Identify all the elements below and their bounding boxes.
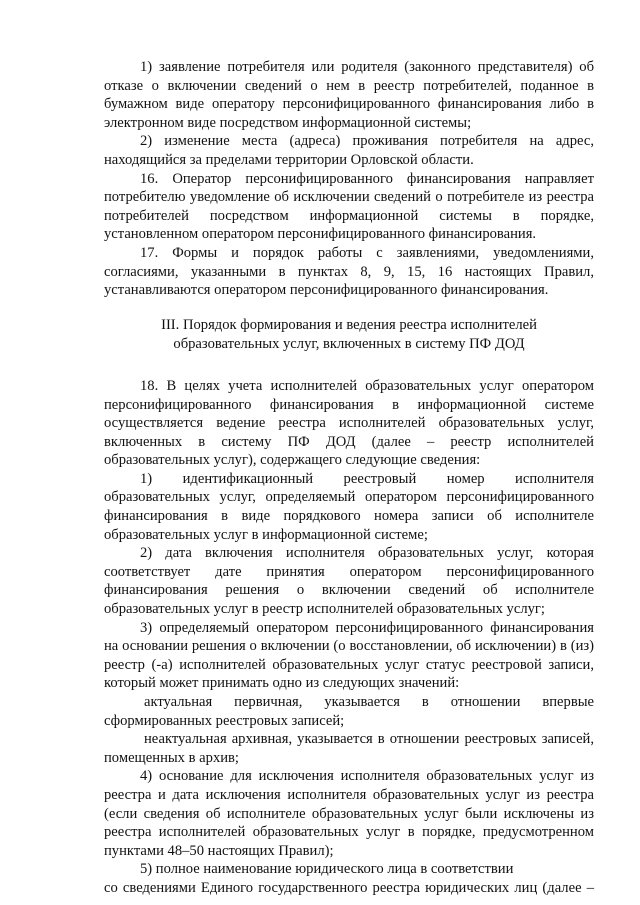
paragraph-18-item-1: 1) идентификационный реестровый номер исполнителя образовательных услуг, определяемый оператором персонифицированного финансирования в виде порядкового номера записи об исполнителе образовательных услуг в информационной системе; xyxy=(104,470,594,543)
document-page xyxy=(104,58,594,898)
paragraph-18: 18. В целях учета исполнителей образовательных услуг оператором персонифицированного финансирования в информационной системе осуществляется ведение реестра исполнителей образовательных услуг, включенных в систему ПФ ДОД (далее – реестр исполнителей образовательных услуг), содержащего следующие сведения: xyxy=(104,377,594,469)
paragraph-18-item-3: 3) определяемый оператором персонифицированного финансирования на основании решения о включении (о восстановлении, об исключении) в (из) реестр (-а) исполнителей образовательных услуг статус реестровой записи, который может принимать одно из следующих значений: xyxy=(104,619,594,692)
paragraph-18-item-5 xyxy=(104,860,594,897)
paragraph-18-item-3-value-1: актуальная первичная, указывается в отношении впервые сформированных реестровых записей; xyxy=(104,694,594,729)
paragraph-18-item-5-line-1: 5) полное наименование юридического лица в соответствии xyxy=(140,861,514,878)
section-heading-line-2: образовательных услуг, включенных в систему ПФ ДОД xyxy=(173,336,525,353)
paragraph-18-item-2: 2) дата включения исполнителя образовательных услуг, которая соответствует дате принятия оператором персонифицированного финансирования решения о включении сведений об исполнителе образовательных услуг в реестр исполнителей образовательных услуг; xyxy=(104,545,594,618)
paragraph-18-item-4: 4) основание для исключения исполнителя образовательных услуг из реестра и дата исключения исполнителя образовательных услуг из реестра (если сведения об исполнителе образовательных услуг были исключены из реестра исполнителей образовательных услуг в порядке, предусмотренном пунктами 48–50 настоящих Правил); xyxy=(104,768,594,859)
paragraph-18-item-5-line-2: со сведениями Единого государственного реестра юридических лиц (далее – xyxy=(104,879,594,896)
paragraph-17: 17. Формы и порядок работы с заявлениями, уведомлениями, согласиями, указанными в пунктах 8, 9, 15, 16 настоящих Правил, устанавливаются оператором персонифицированного финансирования. xyxy=(104,244,594,299)
paragraph-15-item-1: 1) заявление потребителя или родителя (законного представителя) об отказе о включении сведений о нем в реестр потребителей, поданное в бумажном виде оператору персонифицированного финансирования либо в электронном виде посредством информационной системы; xyxy=(104,59,594,131)
paragraph-16: 16. Оператор персонифицированного финансирования направляет потребителю уведомление об исключении сведений о потребителе из реестра потребителей посредством информационной системы в порядке, установленном оператором персонифицированного финансирования. xyxy=(104,170,594,243)
section-heading xyxy=(104,316,594,355)
paragraph-15-item-2: 2) изменение места (адреса) проживания потребителя на адрес, находящийся за пределами территории Орловской области. xyxy=(104,133,594,168)
paragraph-18-item-3-value-2: неактуальная архивная, указывается в отношении реестровых записей, помещенных в архив; xyxy=(104,731,594,766)
section-heading-line-1: III. Порядок формирования и ведения реестра исполнителей xyxy=(161,316,537,333)
